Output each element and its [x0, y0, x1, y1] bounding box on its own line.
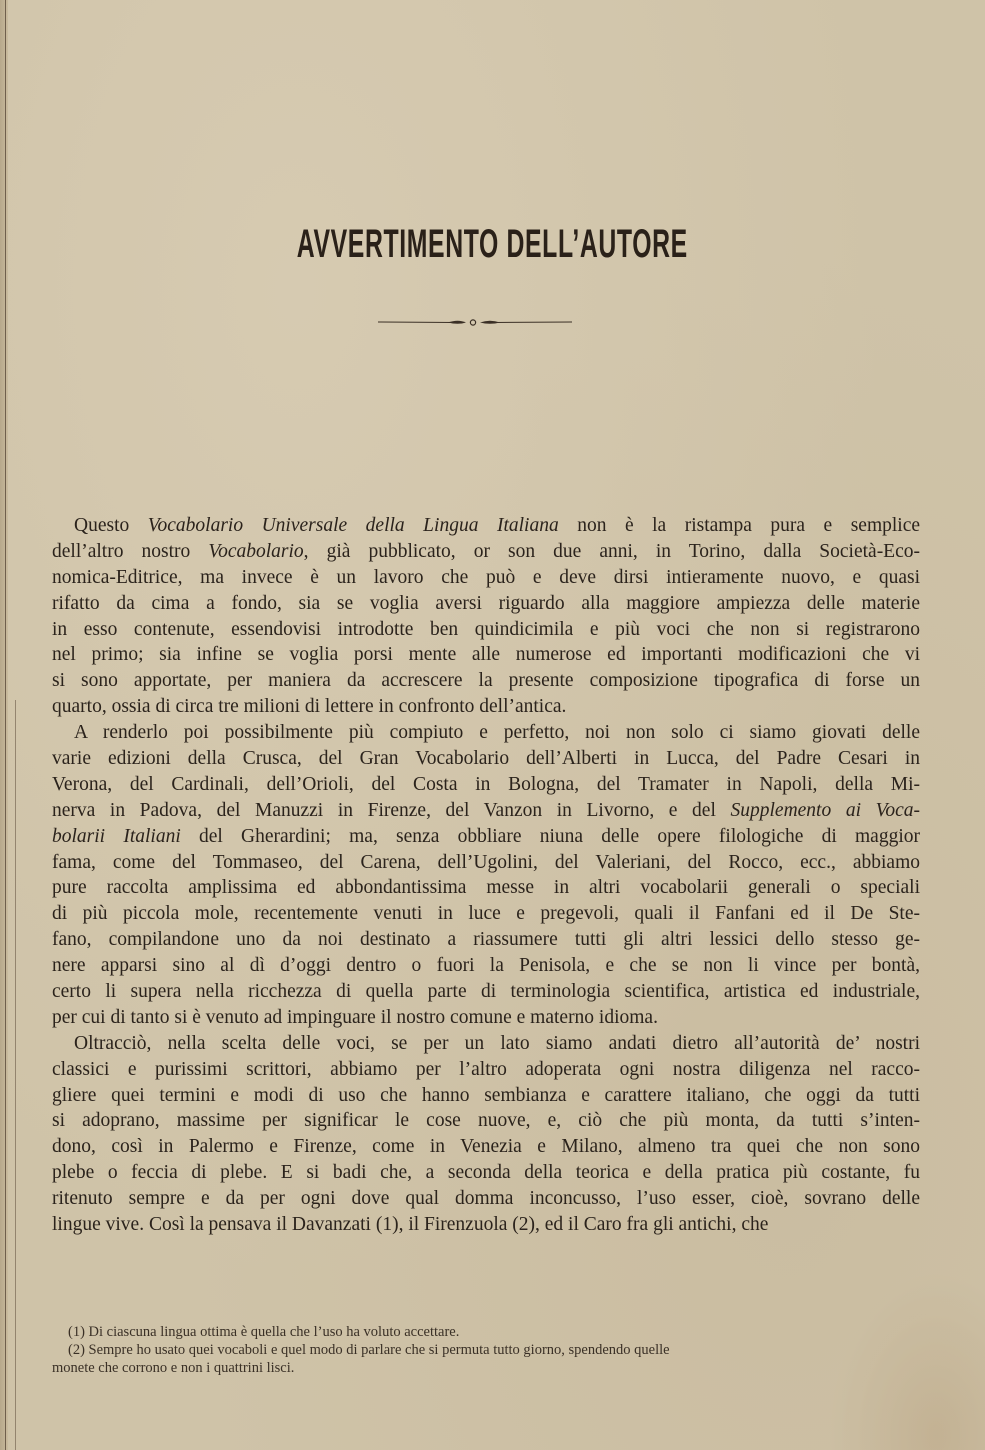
footnote-2: (2) Sempre ho usato quei vocaboli e quel modo di parlare che si permuta tutto giorno, spendendo quelle: [68, 1342, 670, 1358]
text-run: pure raccolta amplissima ed abbondantissima messe in altri vocabolarii generali o speciali: [52, 877, 920, 899]
text-line: [52, 901, 920, 927]
italic-title: bolarii Italiani: [52, 825, 181, 847]
text-line: [52, 824, 920, 850]
binding-rule: [5, 0, 6, 1450]
text-line: [52, 875, 920, 901]
italic-title: Vocabolario Universale della Lingua Italiana: [147, 515, 559, 536]
text-line: [52, 591, 920, 617]
page-title: AVVERTIMENTO DELL’AUTORE: [296, 222, 688, 266]
footnotes: [52, 1323, 920, 1377]
text-line: [52, 642, 920, 668]
text-run: fano, compilandone uno da noi destinato a riassumere tutti gli altri lessici dello stesso ge-: [52, 929, 920, 951]
text-line: [52, 746, 920, 772]
text-run: plebe o feccia di plebe. E si badi che, a seconda della teorica e della pratica più costante, fu: [52, 1162, 920, 1184]
text-line: [52, 1031, 920, 1057]
italic-title: Vocabolario: [208, 540, 304, 562]
text-run: gliere quei termini e modi di uso che hanno sembianza e carattere italiano, che oggi da tutti: [52, 1084, 920, 1106]
text-run: dell’altro nostro: [52, 540, 209, 562]
text-run: si adoprano, massime per significar le cose nuove, e, ciò che più monta, da tutti s’inten-: [52, 1110, 920, 1132]
text-line: [52, 1134, 920, 1160]
paragraph: [52, 1031, 920, 1238]
text-run: certo li supera nella ricchezza di quella parte di terminologia scientifica, artistica ed industriale,: [52, 981, 920, 1003]
text-run: dono, così in Palermo e Firenze, come in Venezia e Milano, almeno tra quei che non sono: [52, 1136, 920, 1158]
text-run: in esso contenute, essendovisi introdotte ben quindicimila e più voci che non si registrarono: [52, 618, 920, 640]
text-line: [52, 927, 920, 953]
text-line: [52, 1057, 920, 1083]
text-line: [52, 668, 920, 694]
text-run: classici e purissimi scrittori, abbiamo per l’altro adoperata ogni nostra diligenza nel racco-: [52, 1058, 920, 1080]
text-run: del Gherardini; ma, senza obbliare niuna delle opere filologiche di maggior: [180, 825, 920, 847]
text-line: [52, 539, 920, 565]
text-line: [52, 1212, 920, 1238]
paragraph: [52, 720, 920, 1031]
text-run: nel primo; sia infine se voglia porsi mente alle numerose ed importanti modificazioni che vi: [52, 644, 920, 666]
text-run: lingue vive. Così la pensava il Davanzati (1), il Firenzuola (2), ed il Caro fra gli antichi, che: [52, 1214, 769, 1236]
text-line: [52, 617, 920, 643]
text-line: [52, 1186, 920, 1212]
text-run: si sono apportate, per maniera da accrescere la presente composizione tipografica di forse un: [52, 670, 920, 692]
text-line: [52, 694, 920, 720]
paragraph: [52, 513, 920, 720]
text-line: [52, 1108, 920, 1134]
text-line: [52, 798, 920, 824]
text-line: [52, 1160, 920, 1186]
binding-rule-inner: [15, 700, 16, 1450]
body-text: [52, 513, 920, 1238]
text-run: Oltracciò, nella scelta delle voci, se per un lato siamo andati dietro all’autorità de’ nostri: [74, 1032, 920, 1054]
text-run: quarto, ossia di circa tre milioni di lettere in confronto dell’antica.: [52, 696, 567, 718]
text-run: Verona, del Cardinali, dell’Orioli, del Costa in Bologna, del Tramater in Napoli, della Mi-: [52, 773, 920, 795]
text-run: , già pubblicato, or son due anni, in Torino, dalla Società-Eco-: [303, 540, 920, 562]
footnote-1: (1) Di ciascuna lingua ottima è quella che l’uso ha voluto accettare.: [68, 1324, 460, 1340]
text-run: Questo: [74, 515, 148, 536]
text-line: [52, 1005, 920, 1031]
text-run: nerva in Padova, del Manuzzi in Firenze, del Vanzon in Livorno, e del: [52, 799, 731, 821]
text-run: nere apparsi sino al dì d’oggi dentro o fuori la Penisola, e che se non li vince per bontà,: [52, 955, 920, 977]
text-run: rifatto da cima a fondo, sia se voglia aversi riguardo alla maggiore ampiezza delle materie: [52, 592, 920, 614]
text-run: non è la ristampa pura e semplice: [558, 515, 921, 536]
text-line: [52, 979, 920, 1005]
text-run: fama, come del Tommaseo, del Carena, dell’Ugolini, del Valeriani, del Rocco, ecc., abbiamo: [52, 851, 920, 873]
text-run: A renderlo poi possibilmente più compiuto e perfetto, noi non solo ci siamo giovati delle: [74, 722, 920, 744]
text-line: [52, 1083, 920, 1109]
text-line: [52, 953, 920, 979]
text-run: nomica-Editrice, ma invece è un lavoro che può e deve dirsi intieramente nuovo, e quasi: [52, 566, 920, 588]
text-line: [52, 513, 920, 539]
text-line: [52, 772, 920, 798]
flourish-rule-icon: [378, 314, 572, 330]
italic-title: Supplemento ai Voca-: [730, 799, 921, 821]
text-run: varie edizioni della Crusca, del Gran Vocabolario dell’Alberti in Lucca, del Padre Cesari in: [52, 748, 920, 770]
page-binding-edge: [0, 0, 8, 1450]
footnote-2-continued: monete che corrono e non i quattrini lisci.: [52, 1360, 295, 1376]
text-line: [52, 565, 920, 591]
text-line: [52, 720, 920, 746]
text-line: [52, 850, 920, 876]
text-run: per cui di tanto si è venuto ad impinguare il nostro comune e materno idioma.: [52, 1006, 658, 1028]
text-run: di più piccola mole, recentemente venuti in luce e pregevoli, quali il Fanfani ed il De Ste-: [52, 903, 920, 925]
text-run: ritenuto sempre e da per ogni dove qual domma inconcusso, l’uso esser, cioè, sovrano delle: [52, 1188, 920, 1210]
